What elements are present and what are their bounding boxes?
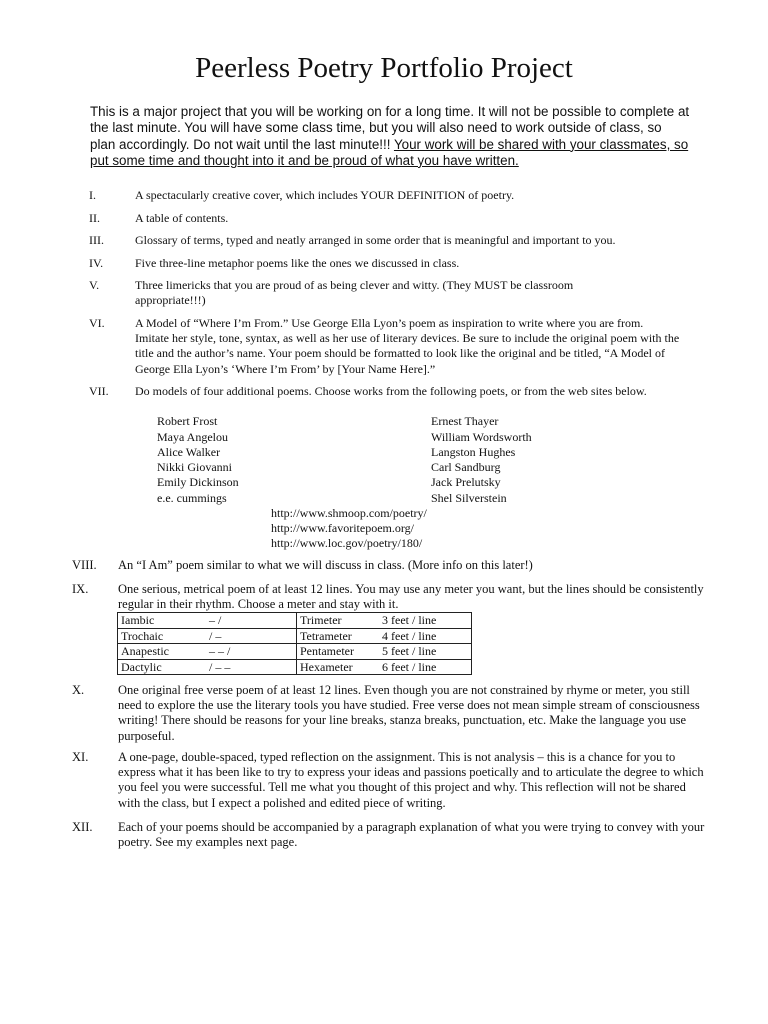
table-row — [118, 644, 472, 660]
item-text: A spectacularly creative cover, which includes YOUR DEFINITION of poetry. — [135, 188, 515, 202]
table-row — [118, 628, 472, 644]
item-number: V. — [89, 278, 100, 292]
poet-name: Shel Silverstein — [431, 491, 507, 505]
table-cell: – / — [206, 613, 297, 629]
item-text: A one-page, double-spaced, typed reflection on the assignment. This is not analysis – this is a chance for you to express what it has been like to try to express your ideas and passions poetically and to articulate the degree to which you feel you were successful. Tell me what you thought of this project and why. This reflection will not be shared with the class, but I expect a polished and edited piece of writing. — [118, 750, 704, 810]
table-cell: Tetrameter — [297, 628, 380, 644]
item-text: A table of contents. — [135, 211, 229, 225]
poet-name: e.e. cummings — [157, 491, 227, 505]
poet-name: Maya Angelou — [157, 430, 228, 444]
item-text: An “I Am” poem similar to what we will discuss in class. (More info on this later!) — [118, 558, 533, 572]
item-number: X. — [72, 683, 85, 697]
table-cell: – – / — [206, 644, 297, 660]
table-cell: 4 feet / line — [379, 628, 472, 644]
table-row — [118, 613, 472, 629]
item-text: Five three-line metaphor poems like the ones we discussed in class. — [135, 256, 460, 270]
item-text: One serious, metrical poem of at least 12 lines. You may use any meter you want, but the lines should be consistently regular in their rhythm. Choose a meter and stay with it. — [118, 582, 704, 612]
item-number: I. — [89, 188, 96, 202]
website-url: http://www.shmoop.com/poetry/ — [271, 506, 427, 520]
item-text: A Model of “Where I’m From.” Use George Ella Lyon’s poem as inspiration to write where you are from. Imitate her style, tone, syntax, as well as her use of literary devices. Be sure to include the original poem with the title and the author’s name. Your poem should be formatted to look like the original and be titled, “A Model of George Ella Lyon’s ‘Where I’m From’ by [Your Name Here].” — [135, 316, 680, 376]
page-title: Peerless Poetry Portfolio Project — [195, 52, 573, 84]
item-text: Each of your poems should be accompanied by a paragraph explanation of what you were trying to convey with your poetry. See my examples next page. — [118, 820, 705, 850]
poet-name: Ernest Thayer — [431, 414, 499, 428]
table-cell: Trimeter — [297, 613, 380, 629]
table-cell: Hexameter — [297, 659, 380, 675]
item-number: IX. — [72, 582, 89, 596]
website-url: http://www.loc.gov/poetry/180/ — [271, 536, 423, 550]
item-number: II. — [89, 211, 100, 225]
poet-name: Langston Hughes — [431, 445, 516, 459]
meter-table — [117, 612, 472, 675]
table-cell: Dactylic — [118, 659, 207, 675]
item-number: IV. — [89, 256, 104, 270]
poet-name: Nikki Giovanni — [157, 460, 232, 474]
poet-name: Robert Frost — [157, 414, 218, 428]
item-text: Three limericks that you are proud of as being clever and witty. (They MUST be classroom appropriate!!!) — [135, 278, 574, 308]
item-number: VIII. — [72, 558, 97, 572]
poet-name: Carl Sandburg — [431, 460, 501, 474]
table-cell: Iambic — [118, 613, 207, 629]
item-number: VI. — [89, 316, 105, 330]
item-number: XII. — [72, 820, 93, 834]
table-cell: / – — [206, 628, 297, 644]
table-cell: 6 feet / line — [379, 659, 472, 675]
item-number: VII. — [89, 384, 109, 398]
poet-name: Emily Dickinson — [157, 475, 239, 489]
table-cell: / – – — [206, 659, 297, 675]
item-number: III. — [89, 233, 104, 247]
poet-name: William Wordsworth — [431, 430, 532, 444]
table-row — [118, 659, 472, 675]
table-cell: Trochaic — [118, 628, 207, 644]
intro-underlined-text: Your work will be shared with your classmates, so put some time and thought into it and be proud of what you have written. — [90, 136, 689, 168]
intro-paragraph — [90, 104, 690, 169]
item-number: XI. — [72, 750, 89, 764]
table-cell: Anapestic — [118, 644, 207, 660]
table-cell: 3 feet / line — [379, 613, 472, 629]
item-text: Do models of four additional poems. Choose works from the following poets, or from the web sites below. — [135, 384, 647, 398]
intro-text: This is a major project that you will be working on for a long time. It will not be possible to complete at the last minute. You will have some class time, but you will also need to work outside of class, so plan accordingly. Do not wait until the last minute!!! — [90, 104, 690, 152]
item-text: One original free verse poem of at least 12 lines. Even though you are not constrained by rhyme or meter, you still need to explore the use the literary tools you have studied. Free verse does not mean simple stream of consciousness writing! There should be reasons for your line breaks, stanza breaks, punctuation, etc. Make the language you use purposeful. — [118, 683, 700, 743]
table-cell: Pentameter — [297, 644, 380, 660]
poet-name: Jack Prelutsky — [431, 475, 501, 489]
website-url: http://www.favoritepoem.org/ — [271, 521, 414, 535]
poet-name: Alice Walker — [157, 445, 221, 459]
table-cell: 5 feet / line — [379, 644, 472, 660]
item-text: Glossary of terms, typed and neatly arranged in some order that is meaningful and important to you. — [135, 233, 616, 247]
